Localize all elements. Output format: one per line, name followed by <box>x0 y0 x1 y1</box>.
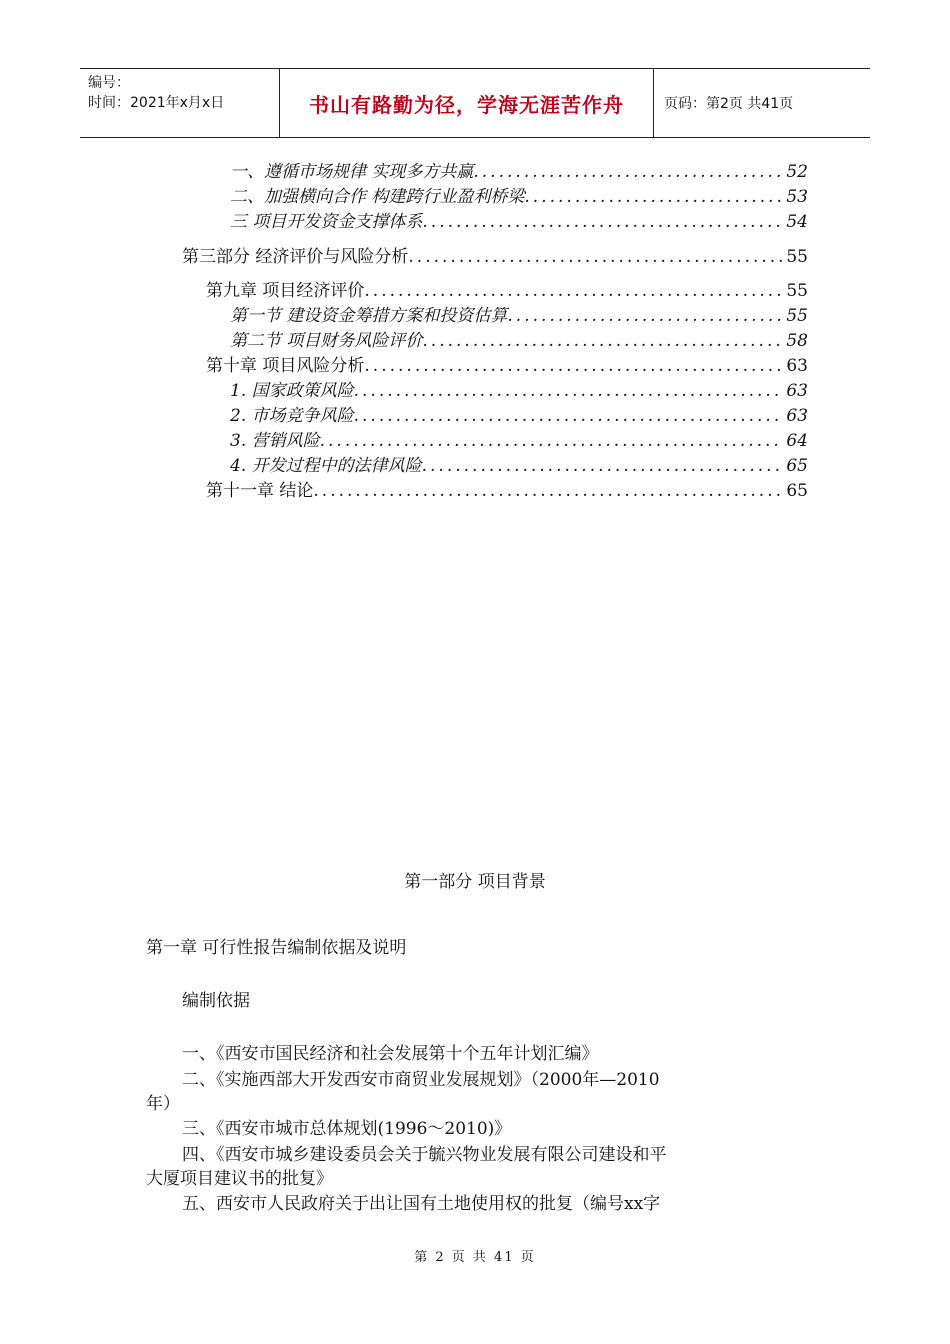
toc-page: 63 <box>786 406 808 426</box>
toc-entry[interactable] <box>230 430 808 452</box>
toc-entry-text: 第十章 项目风险分析 <box>206 356 365 376</box>
header-meta <box>80 69 280 137</box>
header-motto: 书山有路勤为径，学海无涯苦作舟 <box>280 69 654 137</box>
paragraph-line: 三、《西安市城市总体规划(1996～2010)》 <box>182 1119 512 1139</box>
toc-entry[interactable] <box>182 246 808 268</box>
paragraph-line: 大厦项目建议书的批复》 <box>146 1169 333 1189</box>
toc-page: 55 <box>786 247 808 267</box>
page-header <box>80 68 870 138</box>
toc-entry-text: 第一节 建设资金筹措方案和投资估算 <box>230 306 508 326</box>
toc-entry-text: 二、加强横向合作 构建跨行业盈利桥梁 <box>230 187 525 207</box>
toc-entry[interactable] <box>230 305 808 327</box>
part-title: 第一部分 项目背景 <box>404 872 546 892</box>
toc-entry[interactable] <box>206 280 808 302</box>
toc-entry[interactable] <box>230 330 808 352</box>
toc-entry-text: 第十一章 结论 <box>206 481 314 501</box>
toc-page: 55 <box>786 306 808 326</box>
toc-entry[interactable] <box>230 405 808 427</box>
toc-entry-text: 三 项目开发资金支撑体系 <box>230 212 423 232</box>
toc-leader <box>364 355 782 377</box>
toc-leader <box>320 430 783 452</box>
toc-leader <box>364 280 782 302</box>
toc-page: 58 <box>786 331 808 351</box>
toc-entry[interactable] <box>230 455 808 477</box>
toc-entry[interactable] <box>230 161 808 183</box>
section-title: 编制依据 <box>182 991 250 1011</box>
paragraph-line: 年） <box>146 1094 180 1114</box>
toc-page: 64 <box>786 431 808 451</box>
toc-page: 52 <box>786 162 808 182</box>
toc-leader <box>473 161 782 183</box>
header-page-info: 页码：第2页 共41页 <box>664 96 794 112</box>
toc-entry[interactable] <box>230 380 808 402</box>
toc-page: 63 <box>786 381 808 401</box>
toc-page: 65 <box>786 456 808 476</box>
toc-entry-text: 第九章 项目经济评价 <box>206 281 365 301</box>
toc-leader <box>354 405 783 427</box>
toc-entry[interactable] <box>230 186 808 208</box>
toc-page: 63 <box>786 356 808 376</box>
paragraph-line: 一、《西安市国民经济和社会发展第十个五年计划汇编》 <box>182 1044 599 1064</box>
page-footer: 第 2 页 共 41 页 <box>414 1250 536 1265</box>
toc-page: 53 <box>786 187 808 207</box>
toc-page: 54 <box>786 212 808 232</box>
toc-page: 55 <box>786 281 808 301</box>
toc-entry[interactable] <box>206 480 808 502</box>
toc-entry-text: 1. 国家政策风险 <box>230 381 354 401</box>
paragraph-line: 五、西安市人民政府关于出让国有土地使用权的批复（编号xx字 <box>182 1194 661 1214</box>
toc-leader <box>507 305 782 327</box>
toc-leader <box>422 211 782 233</box>
number-label: 编号： <box>88 75 130 91</box>
toc-page: 65 <box>786 481 808 501</box>
toc-entry-text: 3. 营销风险 <box>230 431 320 451</box>
toc-leader <box>422 455 783 477</box>
toc-entry-text: 第二节 项目财务风险评价 <box>230 331 423 351</box>
toc-entry-text: 2. 市场竞争风险 <box>230 406 354 426</box>
toc-leader <box>524 186 782 208</box>
toc-entry-text: 4. 开发过程中的法律风险 <box>230 456 422 476</box>
toc-entry[interactable] <box>206 355 808 377</box>
toc-leader <box>354 380 783 402</box>
toc-entry-text: 第三部分 经济评价与风险分析 <box>182 247 409 267</box>
chapter-title: 第一章 可行性报告编制依据及说明 <box>146 938 407 958</box>
toc-leader <box>422 330 782 352</box>
paragraph-line: 二、《实施西部大开发西安市商贸业发展规划》（2000年—2010 <box>182 1070 660 1090</box>
paragraph-line: 四、《西安市城乡建设委员会关于毓兴物业发展有限公司建设和平 <box>182 1145 667 1165</box>
toc-entry-text: 一、遵循市场规律 实现多方共赢 <box>230 162 474 182</box>
toc-leader <box>408 246 782 268</box>
toc-leader <box>313 480 782 502</box>
toc-entry[interactable] <box>230 211 808 233</box>
time-label: 时间：2021年x月x日 <box>88 95 225 111</box>
